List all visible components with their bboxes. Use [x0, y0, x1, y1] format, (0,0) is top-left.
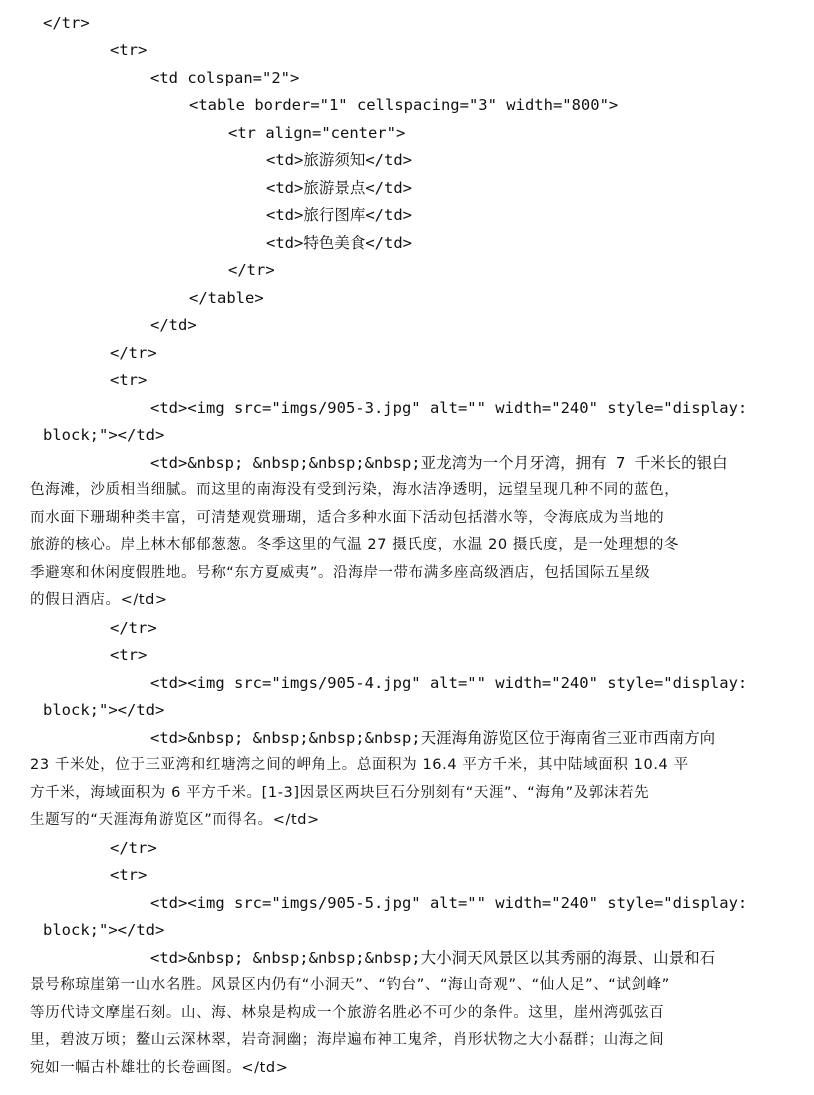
text-line: 方千米，海域面积为 6 平方千米。[1-3]因景区两块巨石分别刻有“天涯”、“海角”及郭沫若先	[30, 785, 650, 801]
text-line: 色海滩，沙质相当细腻。而这里的南海没有受到污染，海水洁净透明，远望呈现几种不同的蓝色，	[30, 482, 680, 498]
code-line: </table>	[189, 289, 264, 307]
code-line: </tr>	[110, 344, 157, 362]
code-line: <tr>	[110, 646, 148, 664]
code-line: <td><img src="imgs/905-4.jpg" alt="" width="240" style="display:	[150, 674, 748, 692]
code-line: <td>&nbsp; &nbsp;&nbsp;&nbsp;大小洞天风景区以其秀丽的海景、山景和石	[150, 949, 716, 967]
code-line: </tr>	[110, 839, 157, 857]
text-line: 季避寒和休闲度假胜地。号称“东方夏威夷”。沿海岸一带布满多座高级酒店，包括国际五星级	[30, 565, 651, 581]
code-line: <tr>	[110, 866, 148, 884]
code-line: <tr>	[110, 371, 148, 389]
code-line: <td><img src="imgs/905-3.jpg" alt="" width="240" style="display:	[150, 399, 748, 417]
code-line: <td>&nbsp; &nbsp;&nbsp;&nbsp;亚龙湾为一个月牙湾，拥有 7 千米长的银白	[150, 454, 728, 472]
code-line: </tr>	[228, 261, 275, 279]
text-line: 的假日酒店。</td>	[30, 592, 168, 608]
code-line: block;"></td>	[43, 921, 165, 939]
code-line: <td>&nbsp; &nbsp;&nbsp;&nbsp;天涯海角游览区位于海南省三亚市西南方向	[150, 729, 716, 747]
code-line: </tr>	[43, 14, 90, 32]
code-line: </tr>	[110, 619, 157, 637]
code-line: <tr align="center">	[228, 124, 406, 142]
code-line: block;"></td>	[43, 701, 165, 719]
text-line: 里，碧波万顷；鳌山云深林翠，岩奇洞幽；海岸遍布神工鬼斧，肖形状物之大小磊群；山海之间	[30, 1032, 665, 1048]
code-line: <tr>	[110, 41, 148, 59]
code-line: <td>旅行图库</td>	[266, 206, 412, 224]
code-line: <td>特色美食</td>	[266, 234, 412, 252]
code-line: <table border="1" cellspacing="3" width="800">	[189, 96, 619, 114]
code-line: <td>旅游景点</td>	[266, 179, 412, 197]
text-line: 宛如一幅古朴雄壮的长卷画图。</td>	[30, 1060, 289, 1076]
code-line: block;"></td>	[43, 426, 165, 444]
text-line: 生题写的“天涯海角游览区”而得名。</td>	[30, 812, 320, 828]
code-line: <td>旅游须知</td>	[266, 151, 412, 169]
text-line: 旅游的核心。岸上林木郁郁葱葱。冬季这里的气温 27 摄氏度，水温 20 摄氏度，是一处理想的冬	[30, 537, 680, 553]
code-line: <td><img src="imgs/905-5.jpg" alt="" width="240" style="display:	[150, 894, 748, 912]
text-line: 而水面下珊瑚种类丰富，可清楚观赏珊瑚，适合多种水面下活动包括潜水等，令海底成为当地的	[30, 510, 665, 526]
text-line: 景号称琼崖第一山水名胜。风景区内仍有“小洞天”、“钓台”、“海山奇观”、“仙人足”、“试剑峰”	[30, 977, 670, 993]
text-line: 等历代诗文摩崖石刻。山、海、林泉是构成一个旅游名胜必不可少的条件。这里，崖州湾弧弦百	[30, 1005, 665, 1021]
code-line: </td>	[150, 316, 197, 334]
code-line: <td colspan="2">	[150, 69, 300, 87]
text-line: 23 千米处，位于三亚湾和红塘湾之间的岬角上。总面积为 16.4 平方千米，其中陆域面积 10.4 平	[30, 757, 689, 773]
